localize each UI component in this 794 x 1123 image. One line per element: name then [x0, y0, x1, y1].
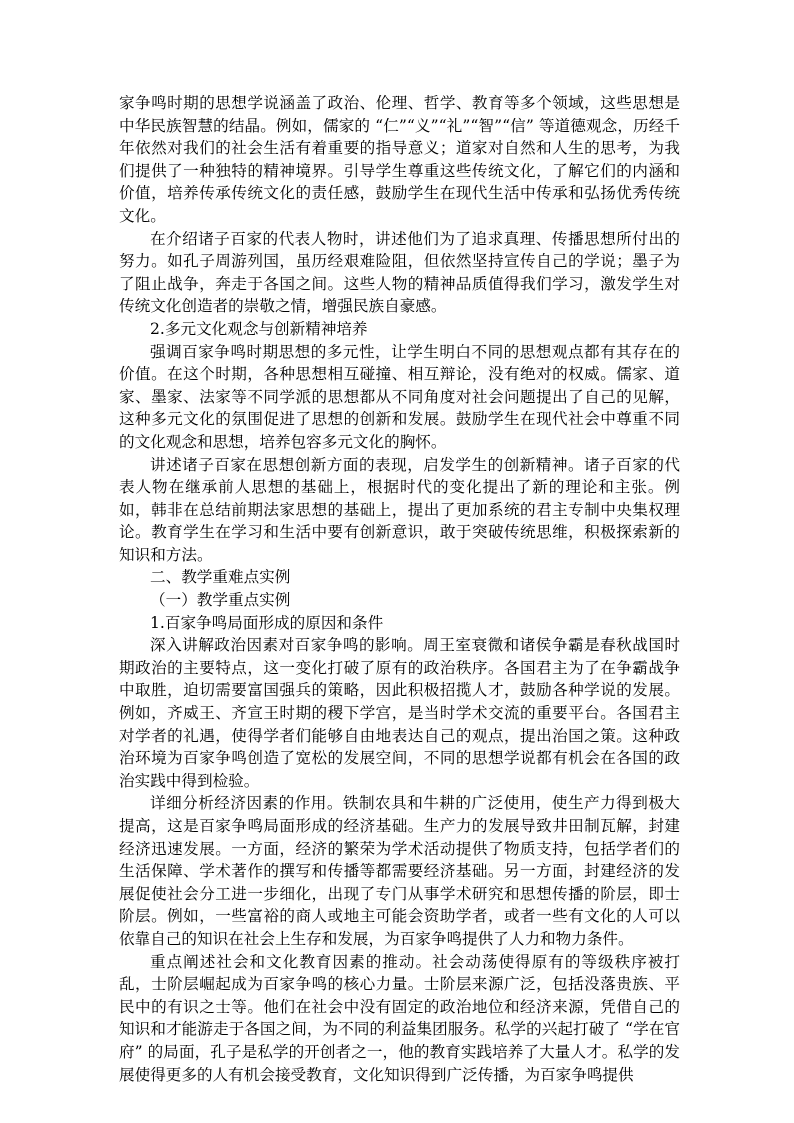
document-body: [119, 92, 680, 1086]
paragraph-traditional-thought: 家争鸣时期的思想学说涵盖了政治、伦理、哲学、教育等多个领域，这些思想是中华民族智慧的结晶。例如，儒家的 “仁”“义”“礼”“智”“信” 等道德观念，历经千年依然对我们的社会生活有着重要的指导意义；道家对自然和人生的思考，为我们提供了一种独特的精神境界。引导学生尊重这些传统文化，了解它们的内涵和价值，培养传承传统文化的责任感，鼓励学生在现代生活中传承和弘扬优秀传统文化。: [119, 94, 680, 225]
heading-key-difficult-points: 二、教学重难点实例: [150, 568, 291, 587]
paragraph-political-factors: 深入讲解政治因素对百家争鸣的影响。周王室衰微和诸侯争霸是春秋战国时期政治的主要特点，这一变化打破了原有的政治秩序。各国君主为了在争霸战争中取胜，迫切需要富国强兵的策略，因此积极招揽人才，鼓励各种学说的发展。例如，齐威王、齐宣王时期的稷下学宫，是当时学术交流的重要平台。各国君主对学者的礼遇，使得学者们能够自由地表达自己的观点，提出治国之策。这种政治环境为百家争鸣创造了宽松的发展空间，不同的思想学说都有机会在各国的政治实践中得到检验。: [119, 636, 680, 790]
paragraph-innovation: 讲述诸子百家在思想创新方面的表现，启发学生的创新精神。诸子百家的代表人物在继承前人思想的基础上，根据时代的变化提出了新的理论和主张。例如，韩非在总结前期法家思想的基础上，提出了更加系统的君主专制中央集权理论。教育学生在学习和生活中要有创新意识，敢于突破传统思维，积极探索新的知识和方法。: [119, 455, 680, 564]
subheading-multicultural: 2.多元文化观念与创新精神培养: [150, 319, 368, 338]
paragraph-social-cultural-factors: 重点阐述社会和文化教育因素的推动。社会动荡使得原有的等级秩序被打乱，士阶层崛起成为百家争鸣的核心力量。士阶层来源广泛，包括没落贵族、平民中的有识之士等。他们在社会中没有固定的政治地位和经济来源，凭借自己的知识和才能游走于各国之间，为不同的利益集团服务。私学的兴起打破了 “学在官府” 的局面，孔子是私学的开创者之一，他的教育实践培养了大量人才。私学的发展使得更多的人有机会接受教育，文化知识得到广泛传播，为百家争鸣提供: [119, 952, 680, 1084]
heading-key-points: （一）教学重点实例: [150, 591, 291, 610]
paragraph-diversity: 强调百家争鸣时期思想的多元性，让学生明白不同的思想观点都有其存在的价值。在这个时期，各种思想相互碰撞、相互辩论，没有绝对的权威。儒家、道家、墨家、法家等不同学派的思想都从不同角度对社会问题提出了自己的见解，这种多元文化的氛围促进了思想的创新和发展。鼓励学生在现代社会中尊重不同的文化观念和思想，培养包容多元文化的胸怀。: [119, 342, 680, 451]
subheading-causes-conditions: 1.百家争鸣局面形成的原因和条件: [150, 613, 384, 632]
paragraph-economic-factors: 详细分析经济因素的作用。铁制农具和牛耕的广泛使用，使生产力得到极大提高，这是百家争鸣局面形成的经济基础。生产力的发展导致井田制瓦解，封建经济迅速发展。一方面，经济的繁荣为学术活动提供了物质支持，包括学者们的生活保障、学术著作的撰写和传播等都需要经济基础。另一方面，封建经济的发展促使社会分工进一步细化，出现了专门从事学术研究和思想传播的阶层，即士阶层。例如，一些富裕的商人或地主可能会资助学者，或者一些有文化的人可以依靠自己的知识在社会上生存和发展，为百家争鸣提供了人力和物力条件。: [119, 794, 680, 948]
paragraph-representative-figures: 在介绍诸子百家的代表人物时，讲述他们为了追求真理、传播思想所付出的努力。如孔子周游列国，虽历经艰难险阻，但依然坚持宣传自己的学说；墨子为了阻止战争，奔走于各国之间。这些人物的精神品质值得我们学习，激发学生对传统文化创造者的崇敬之情，增强民族自豪感。: [119, 229, 680, 316]
